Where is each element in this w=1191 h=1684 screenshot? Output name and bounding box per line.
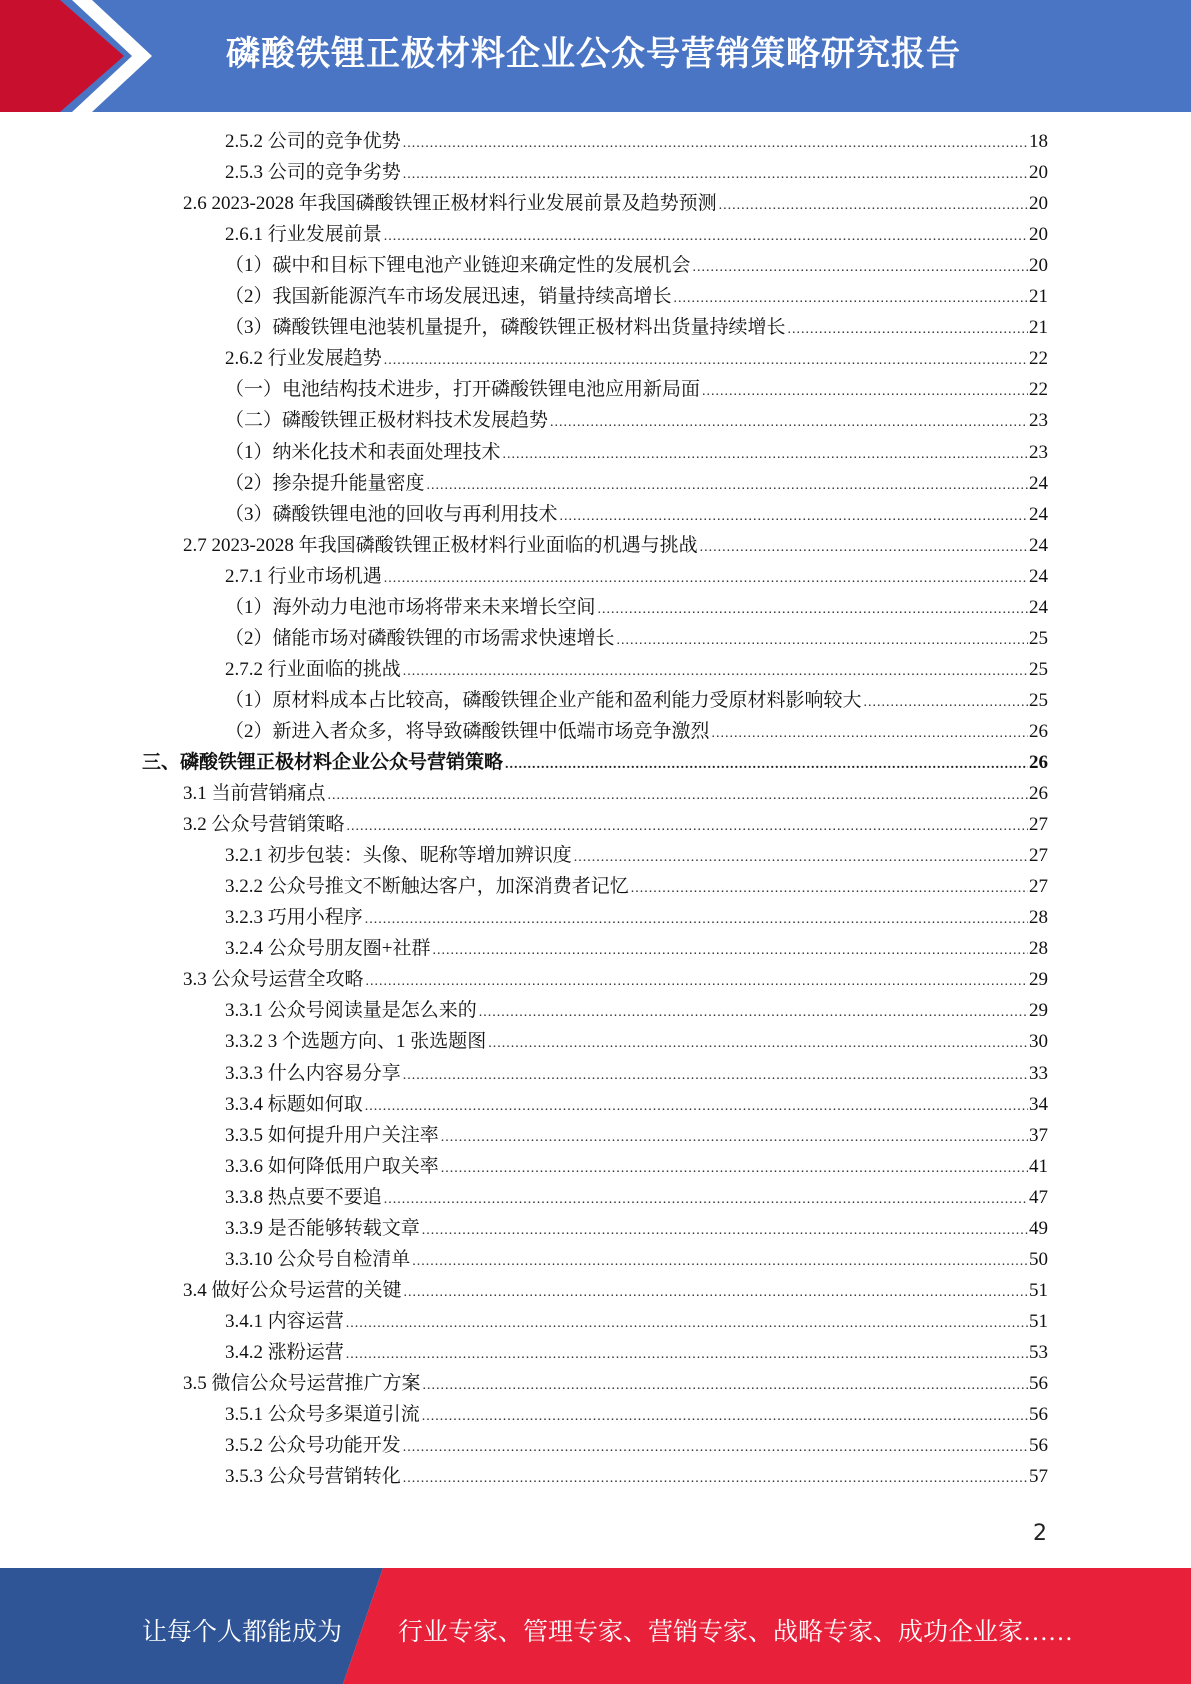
toc-entry-page: 25 — [1029, 689, 1048, 711]
toc-entry-label: 3.2.3 巧用小程序 — [225, 907, 363, 929]
toc-entry[interactable] — [225, 654, 1048, 685]
toc-entry-label: （1）碳中和目标下锂电池产业链迎来确定性的发展机会 — [225, 255, 691, 277]
toc-entry-label: （2）掺杂提升能量密度 — [225, 472, 425, 494]
toc-entry-label: （二）磷酸铁锂正极材料技术发展趋势 — [225, 410, 549, 432]
toc-entry[interactable] — [225, 995, 1048, 1026]
report-title: 磷酸铁锂正极材料企业公众号营销策略研究报告 — [226, 34, 961, 74]
toc-dot-leader — [674, 283, 1028, 314]
toc-entry-page: 53 — [1029, 1341, 1048, 1363]
toc-entry-page: 37 — [1029, 1124, 1048, 1146]
toc-entry-page: 49 — [1029, 1217, 1048, 1239]
toc-dot-leader — [788, 314, 1028, 345]
toc-dot-leader — [346, 1339, 1028, 1370]
toc-dot-leader — [365, 904, 1028, 935]
toc-dot-leader — [693, 252, 1028, 283]
toc-entry-page: 56 — [1029, 1435, 1048, 1457]
toc-entry[interactable] — [225, 219, 1048, 250]
toc-dot-leader — [384, 345, 1028, 376]
toc-entry-label: 2.7.1 行业市场机遇 — [225, 565, 382, 587]
toc-entry-page: 22 — [1029, 379, 1048, 401]
toc-entry-label: （2）新进入者众多，将导致磷酸铁锂中低端市场竞争激烈 — [225, 720, 710, 742]
toc-entry[interactable] — [225, 1244, 1048, 1275]
toc-entry[interactable] — [225, 1430, 1048, 1461]
toc-entry[interactable] — [183, 1275, 1048, 1306]
toc-entry-page: 24 — [1029, 565, 1048, 587]
toc-entry-page: 23 — [1029, 410, 1048, 432]
toc-dot-leader — [488, 1028, 1028, 1059]
toc-entry[interactable] — [183, 964, 1048, 995]
toc-entry[interactable] — [225, 685, 1048, 716]
toc-entry-page: 27 — [1029, 814, 1048, 836]
toc-entry[interactable] — [225, 499, 1048, 530]
toc-entry[interactable] — [225, 716, 1048, 747]
toc-dot-leader — [346, 1308, 1028, 1339]
toc-entry-page: 56 — [1029, 1404, 1048, 1426]
toc-entry-label: 3.3.8 热点要不要追 — [225, 1186, 382, 1208]
toc-entry-page: 30 — [1029, 1031, 1048, 1053]
toc-dot-leader — [432, 935, 1028, 966]
toc-entry-page: 56 — [1029, 1373, 1048, 1394]
toc-entry-page: 20 — [1029, 162, 1048, 184]
toc-entry[interactable] — [225, 561, 1048, 592]
toc-entry[interactable] — [225, 437, 1048, 468]
toc-dot-leader — [404, 1277, 1028, 1308]
toc-entry-label: （2）储能市场对磷酸铁锂的市场需求快速增长 — [225, 627, 615, 649]
toc-dot-leader — [403, 128, 1028, 159]
toc-entry-label: 3.3.9 是否能够转载文章 — [225, 1217, 420, 1239]
toc-dot-leader — [403, 1060, 1028, 1091]
toc-entry[interactable] — [225, 312, 1048, 343]
toc-dot-leader — [365, 1091, 1028, 1122]
toc-entry[interactable] — [225, 1213, 1048, 1244]
toc-entry-label: 3.3.4 标题如何取 — [225, 1093, 363, 1115]
toc-entry-page: 24 — [1029, 534, 1048, 556]
toc-dot-leader — [403, 656, 1028, 687]
toc-entry-label: 2.5.3 公司的竞争劣势 — [225, 162, 401, 184]
toc-entry-label: 3.5.1 公众号多渠道引流 — [225, 1404, 420, 1426]
toc-entry[interactable] — [142, 747, 1048, 778]
toc-entry-page: 51 — [1029, 1279, 1048, 1301]
toc-dot-leader — [712, 718, 1028, 749]
toc-entry[interactable] — [225, 871, 1048, 902]
toc-entry[interactable] — [225, 1306, 1048, 1337]
toc-entry[interactable] — [225, 623, 1048, 654]
toc-entry-page: 29 — [1029, 1000, 1048, 1022]
toc-dot-leader — [384, 1184, 1028, 1215]
toc-entry-page: 24 — [1029, 472, 1048, 494]
page-header — [0, 0, 1191, 112]
toc-entry-page: 33 — [1029, 1062, 1048, 1084]
toc-entry-page: 21 — [1029, 317, 1048, 339]
toc-dot-leader — [441, 1153, 1028, 1184]
toc-entry-page: 34 — [1029, 1093, 1048, 1115]
toc-entry[interactable] — [225, 1337, 1048, 1368]
toc-entry-page: 20 — [1029, 193, 1048, 215]
toc-entry[interactable] — [183, 809, 1048, 840]
toc-entry-label: 3.5.3 公众号营销转化 — [225, 1466, 401, 1488]
toc-entry-page: 24 — [1029, 596, 1048, 618]
toc-entry-label: 3.3 公众号运营全攻略 — [183, 969, 364, 991]
toc-dot-leader — [574, 842, 1028, 873]
toc-entry-label: 3.5.2 公众号功能开发 — [225, 1435, 401, 1457]
page-footer — [0, 1568, 1191, 1684]
toc-entry[interactable] — [225, 343, 1048, 374]
toc-entry-label: 3.2.1 初步包装：头像、昵称等增加辨识度 — [225, 845, 572, 867]
toc-entry-page: 26 — [1029, 720, 1048, 742]
toc-entry-page: 28 — [1029, 938, 1048, 960]
toc-entry[interactable] — [225, 250, 1048, 281]
toc-entry-label: 3.5 微信公众号运营推广方案 — [183, 1373, 421, 1394]
toc-entry-label: 3.3.1 公众号阅读量是怎么来的 — [225, 1000, 477, 1022]
toc-entry[interactable] — [225, 1399, 1048, 1430]
toc-dot-leader — [441, 1122, 1028, 1153]
toc-entry-label: （3）磷酸铁锂电池装机量提升，磷酸铁锂正极材料出货量持续增长 — [225, 317, 786, 339]
toc-dot-leader — [403, 1463, 1028, 1494]
toc-entry-label: 2.6.1 行业发展前景 — [225, 224, 382, 246]
toc-entry-label: 2.7 2023-2028 年我国磷酸铁锂正极材料行业面临的机遇与挑战 — [183, 534, 698, 556]
toc-dot-leader — [384, 221, 1028, 252]
toc-entry-page: 51 — [1029, 1310, 1048, 1332]
toc-entry-page: 21 — [1029, 286, 1048, 308]
toc-entry-label: （1）原材料成本占比较高，磷酸铁锂企业产能和盈利能力受原材料影响较大 — [225, 689, 862, 711]
toc-dot-leader — [719, 190, 1028, 221]
toc-entry-label: 2.6 2023-2028 年我国磷酸铁锂正极材料行业发展前景及趋势预测 — [183, 193, 717, 215]
toc-entry[interactable] — [225, 374, 1048, 405]
toc-dot-leader — [505, 749, 1028, 780]
toc-entry-page: 25 — [1029, 658, 1048, 680]
toc-entry-label: 三、磷酸铁锂正极材料企业公众号营销策略 — [142, 752, 504, 773]
toc-entry-label: 3.2 公众号营销策略 — [183, 814, 345, 836]
toc-dot-leader — [700, 532, 1028, 563]
toc-entry-label: （3）磷酸铁锂电池的回收与再利用技术 — [225, 503, 558, 525]
toc-entry-label: 3.3.6 如何降低用户取关率 — [225, 1155, 439, 1177]
toc-entry-label: 3.1 当前营销痛点 — [183, 783, 326, 805]
toc-entry[interactable] — [225, 840, 1048, 871]
toc-entry-label: 3.4.2 涨粉运营 — [225, 1341, 344, 1363]
toc-dot-leader — [550, 407, 1028, 438]
toc-entry-page: 24 — [1029, 503, 1048, 525]
toc-entry-label: 3.4.1 内容运营 — [225, 1310, 344, 1332]
toc-entry[interactable] — [183, 530, 1048, 561]
toc-dot-leader — [702, 376, 1028, 407]
toc-entry[interactable] — [225, 281, 1048, 312]
toc-entry-page: 47 — [1029, 1186, 1048, 1208]
toc-entry[interactable] — [225, 902, 1048, 933]
toc-entry-page: 41 — [1029, 1155, 1048, 1177]
toc-dot-leader — [412, 1246, 1028, 1277]
toc-entry[interactable] — [225, 126, 1048, 157]
toc-dot-leader — [617, 625, 1028, 656]
toc-dot-leader — [422, 1401, 1028, 1432]
toc-entry[interactable] — [225, 592, 1048, 623]
toc-entry-label: （1）纳米化技术和表面处理技术 — [225, 441, 501, 463]
toc-entry-label: 3.3.3 什么内容易分享 — [225, 1062, 401, 1084]
toc-entry-label: 2.6.2 行业发展趋势 — [225, 348, 382, 370]
header-arrow-icon — [0, 0, 160, 112]
toc-entry-page: 18 — [1029, 131, 1048, 152]
toc-entry[interactable] — [183, 188, 1048, 219]
toc-dot-leader — [403, 1432, 1028, 1463]
toc-entry-page: 25 — [1029, 627, 1048, 649]
toc-dot-leader — [503, 439, 1028, 470]
toc-dot-leader — [328, 780, 1028, 811]
page-number: 2 — [1033, 1521, 1047, 1546]
toc-entry-label: 3.3.10 公众号自检清单 — [225, 1248, 411, 1270]
toc-entry-page: 22 — [1029, 348, 1048, 370]
toc-entry[interactable] — [225, 1058, 1048, 1089]
toc-entry[interactable] — [225, 1120, 1048, 1151]
footer-slogan-right: 行业专家、管理专家、营销专家、战略专家、成功企业家…… — [398, 1619, 1074, 1646]
toc-entry-label: 3.3.5 如何提升用户关注率 — [225, 1124, 439, 1146]
toc-entry[interactable] — [225, 1151, 1048, 1182]
toc-dot-leader — [631, 873, 1028, 904]
toc-entry-page: 57 — [1029, 1466, 1048, 1488]
toc-entry-label: 3.3.2 3 个选题方向、1 张选题图 — [225, 1031, 487, 1053]
toc-entry-label: （1）海外动力电池市场将带来未来增长空间 — [225, 596, 596, 618]
toc-entry[interactable] — [225, 468, 1048, 499]
toc-entry[interactable] — [225, 1461, 1048, 1492]
toc-dot-leader — [347, 811, 1028, 842]
toc-entry-label: （2）我国新能源汽车市场发展迅速，销量持续高增长 — [225, 286, 672, 308]
toc-entry[interactable] — [225, 1026, 1048, 1057]
toc-entry-page: 50 — [1029, 1248, 1048, 1270]
toc-entry-page: 28 — [1029, 907, 1048, 929]
toc-entry[interactable] — [225, 405, 1048, 436]
toc-entry-label: 3.2.4 公众号朋友圈+社群 — [225, 938, 431, 960]
toc-entry[interactable] — [225, 157, 1048, 188]
toc-dot-leader — [366, 966, 1028, 997]
toc-entry-page: 26 — [1029, 783, 1048, 805]
toc-dot-leader — [403, 159, 1028, 190]
toc-entry-page: 20 — [1029, 255, 1048, 277]
toc-entry-label: 2.7.2 行业面临的挑战 — [225, 658, 401, 680]
footer-slogan-left: 让每个人都能成为 — [142, 1619, 343, 1646]
toc-entry-label: （一）电池结构技术进步，打开磷酸铁锂电池应用新局面 — [225, 379, 701, 401]
toc-entry-page: 26 — [1029, 752, 1048, 773]
toc-entry[interactable] — [225, 1089, 1048, 1120]
toc-entry-label: 3.2.2 公众号推文不断触达客户，加深消费者记忆 — [225, 876, 629, 898]
toc-entry[interactable] — [225, 933, 1048, 964]
toc-entry[interactable] — [183, 1368, 1048, 1399]
toc-entry-page: 29 — [1029, 969, 1048, 991]
toc-entry[interactable] — [225, 1182, 1048, 1213]
toc-dot-leader — [422, 1215, 1028, 1246]
toc-entry-page: 27 — [1029, 876, 1048, 898]
toc-entry[interactable] — [183, 778, 1048, 809]
toc-dot-leader — [423, 1370, 1028, 1401]
toc-dot-leader — [598, 594, 1028, 625]
toc-dot-leader — [560, 501, 1028, 532]
toc-entry-label: 3.4 做好公众号运营的关键 — [183, 1279, 402, 1301]
toc-dot-leader — [427, 470, 1028, 501]
toc-entry-page: 27 — [1029, 845, 1048, 867]
toc-dot-leader — [479, 997, 1028, 1028]
toc-entry-page: 20 — [1029, 224, 1048, 246]
toc-dot-leader — [864, 687, 1028, 718]
toc-dot-leader — [384, 563, 1028, 594]
toc-entry-page: 23 — [1029, 441, 1048, 463]
toc-entry-label: 2.5.2 公司的竞争优势 — [225, 131, 401, 152]
